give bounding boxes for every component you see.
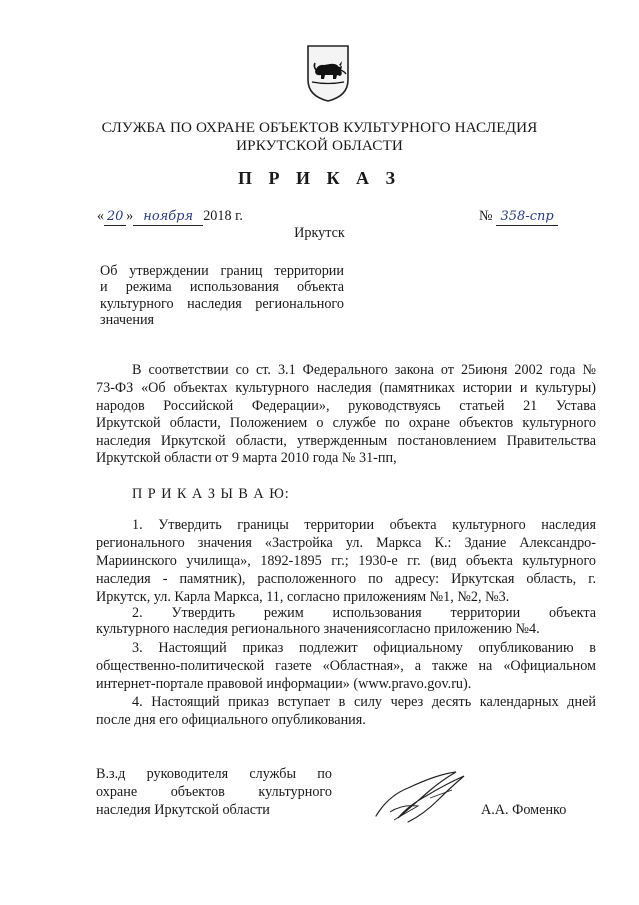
preamble-line: 73-ФЗ «Об объектах культурного наследия (памятниках истории и культуры) bbox=[96, 380, 596, 396]
preamble-line: Иркутской области, Положением о службе по охране объектов культурного bbox=[96, 415, 596, 431]
item-line: Иркутск, ул. Карла Маркса, 11, согласно приложениям №1, №2, №3. bbox=[96, 589, 510, 605]
position-line: В.з.д руководителя службы по bbox=[96, 766, 332, 782]
item-line: общественно-политической газете «Областная», а также на «Официальном bbox=[96, 658, 596, 674]
organization-name-line2: ИРКУТСКОЙ ОБЛАСТИ bbox=[236, 137, 403, 154]
position-line: наследия Иркутской области bbox=[96, 802, 270, 818]
item-line: наследия - памятник), расположенного по адресу: Иркутская область, г. bbox=[96, 571, 596, 587]
item-line: интернет-портале правовой информации» (www.pravo.gov.ru). bbox=[96, 676, 472, 692]
order-word: П Р И К А З Ы В А Ю: bbox=[132, 486, 290, 502]
item-line: культурного наследия регионального значениясогласно приложению №4. bbox=[96, 621, 540, 637]
date-month: ноября bbox=[133, 209, 203, 226]
document-title: П Р И К А З bbox=[237, 168, 402, 188]
item-line: регионального значения «Застройка ул. Маркса К.: Здание Александро- bbox=[96, 535, 596, 551]
preamble-line: В соответствии со ст. 3.1 Федерального закона от 25июня 2002 года № bbox=[132, 362, 596, 378]
handwritten-signature bbox=[368, 766, 478, 826]
coat-of-arms-emblem bbox=[306, 44, 350, 102]
document-date bbox=[97, 208, 243, 226]
subject-line: культурного наследия регионального bbox=[100, 296, 344, 312]
preamble-line: Иркутской области от 9 марта 2010 года № 31-пп, bbox=[96, 450, 397, 466]
item-line: 1. Утвердить границы территории объекта культурного наследия bbox=[132, 517, 596, 533]
date-day: 20 bbox=[104, 209, 126, 226]
organization-name-line1: СЛУЖБА ПО ОХРАНЕ ОБЪЕКТОВ КУЛЬТУРНОГО НАСЛЕДИЯ bbox=[101, 119, 538, 136]
city-name: Иркутск bbox=[294, 225, 345, 241]
date-quote-close: » bbox=[126, 208, 134, 224]
preamble-line: народов Российской Федерации», руководствуясь статьей 21 Устава bbox=[96, 398, 596, 414]
signatory-name: А.А. Фоменко bbox=[481, 802, 567, 818]
item-line: 3. Настоящий приказ подлежит официальному опубликованию в bbox=[132, 640, 596, 656]
date-quote-open: « bbox=[97, 208, 105, 224]
number-value: 358-спр bbox=[496, 209, 558, 226]
item-line: 2. Утвердить режим использования территории объекта bbox=[132, 605, 596, 621]
number-prefix: № bbox=[479, 208, 493, 224]
subject-line: значения bbox=[100, 312, 155, 328]
item-line: после дня его официального опубликования. bbox=[96, 712, 366, 728]
subject-line: Об утверждении границ территории bbox=[100, 263, 344, 279]
item-line: 4. Настоящий приказ вступает в силу через десять календарных дней bbox=[132, 694, 596, 710]
document-number bbox=[479, 208, 558, 226]
preamble-line: наследия Иркутской области, утвержденным постановлением Правительства bbox=[96, 433, 596, 449]
date-year: 2018 г. bbox=[203, 208, 243, 224]
position-line: охране объектов культурного bbox=[96, 784, 332, 800]
item-line: Мариинского училища», 1892-1895 гг.; 1930-е гг. (вид объекта культурного bbox=[96, 553, 596, 569]
subject-line: и режима использования объекта bbox=[100, 279, 344, 295]
